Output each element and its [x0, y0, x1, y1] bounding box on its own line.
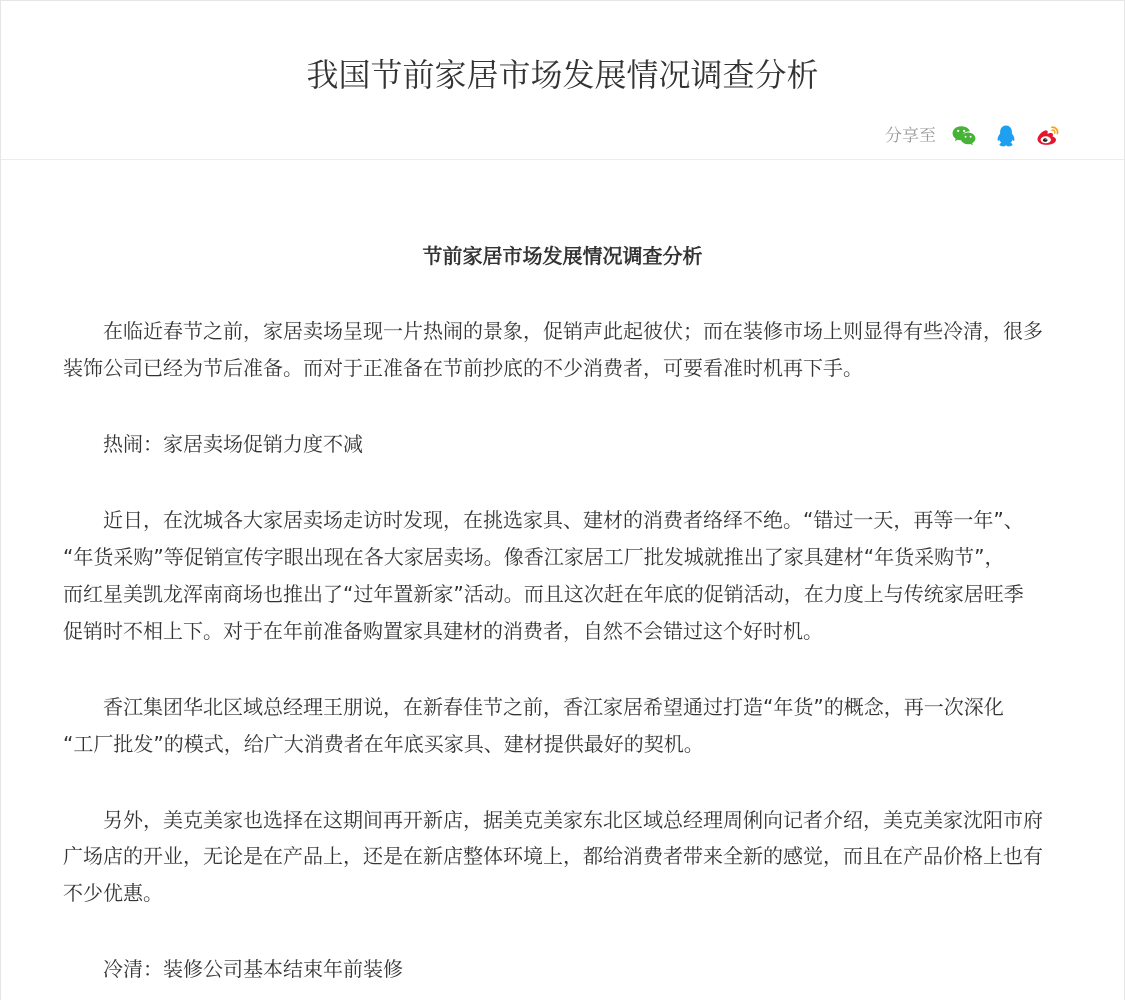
paragraph-line: 而红星美凯龙浑南商场也推出了“过年置新家”活动。而且这次赶在年底的促销活动，在力度上与传统家居旺季: [63, 581, 1024, 606]
wechat-icon-small-bubble[interactable]: [961, 133, 976, 146]
paragraph-line: 在临近春节之前，家居卖场呈现一片热闹的景象，促销声此起彼伏；而在装修市场上则显得有些冷清，很多: [103, 319, 1043, 344]
share-label: 分享至: [885, 126, 936, 146]
paragraph-line: 促销时不相上下。对于在年前准备购置家具建材的消费者，自然不会错过这个好时机。: [63, 618, 823, 643]
article-paragraph: [63, 802, 1062, 913]
page-title: 我国节前家居市场发展情况调查分析: [306, 56, 819, 94]
weibo-icon-eye-pupil[interactable]: [1043, 138, 1048, 142]
article-paragraph: [63, 313, 1062, 387]
weibo-icon[interactable]: [1036, 124, 1060, 148]
section-heading-text: 热闹：家居卖场促销力度不减: [103, 432, 363, 457]
section-heading: [63, 951, 1062, 988]
section-heading-text: 冷清：装修公司基本结束年前装修: [103, 957, 403, 982]
paragraph-line: 广场店的开业，无论是在产品上，还是在新店整体环境上，都给消费者带来全新的感觉，而且在产品价格上也有: [63, 844, 1043, 869]
paragraph-line: 另外，美克美家也选择在这期间再开新店，据美克美家东北区域总经理周俐向记者介绍，美克美家沈阳市府: [103, 807, 1043, 832]
paragraph-line: 装饰公司已经为节后准备。而对于正准备在节前抄底的不少消费者，可要看准时机再下手。: [63, 356, 863, 381]
article-paragraph: [63, 502, 1062, 650]
paragraph-line: 不少优惠。: [63, 881, 163, 906]
paragraph-line: 香江集团华北区域总经理王朋说，在新春佳节之前，香江家居希望通过打造“年货”的概念，再一次深化: [103, 694, 1004, 719]
share-wechat-button[interactable]: [952, 124, 976, 148]
article-content: [1, 160, 1124, 988]
weibo-icon-arcs[interactable]: [1052, 127, 1058, 133]
article-header: [1, 1, 1124, 160]
qq-icon[interactable]: [994, 124, 1018, 148]
wechat-icon-eye[interactable]: [957, 130, 959, 132]
paragraph-line: “年货采购”等促销宣传字眼出现在各大家居卖场。像香江家居工厂批发城就推出了家具建材“年货采购节”，: [63, 545, 1005, 570]
wechat-icon-eye[interactable]: [965, 136, 967, 138]
section-heading: [63, 426, 1062, 463]
weibo-icon-inner-arc[interactable]: [1052, 130, 1055, 133]
qq-icon-penguin[interactable]: [998, 126, 1015, 147]
article-paragraph: [63, 689, 1062, 763]
paragraph-line: 近日，在沈城各大家居卖场走访时发现，在挑选家具、建材的消费者络绎不绝。“错过一天，再等一年”、: [103, 508, 1024, 533]
article-subtitle: 节前家居市场发展情况调查分析: [422, 243, 703, 268]
share-weibo-button[interactable]: [1036, 124, 1060, 148]
wechat-icon-eye[interactable]: [963, 130, 965, 132]
share-qq-button[interactable]: [994, 124, 1018, 148]
paragraph-line: “工厂批发”的模式，给广大消费者在年底买家具、建材提供最好的契机。: [63, 731, 704, 756]
weibo-icon-eye-highlight[interactable]: [1046, 139, 1047, 140]
share-bar: [65, 124, 1060, 148]
wechat-icon[interactable]: [952, 124, 976, 148]
wechat-icon-eye[interactable]: [970, 136, 972, 138]
